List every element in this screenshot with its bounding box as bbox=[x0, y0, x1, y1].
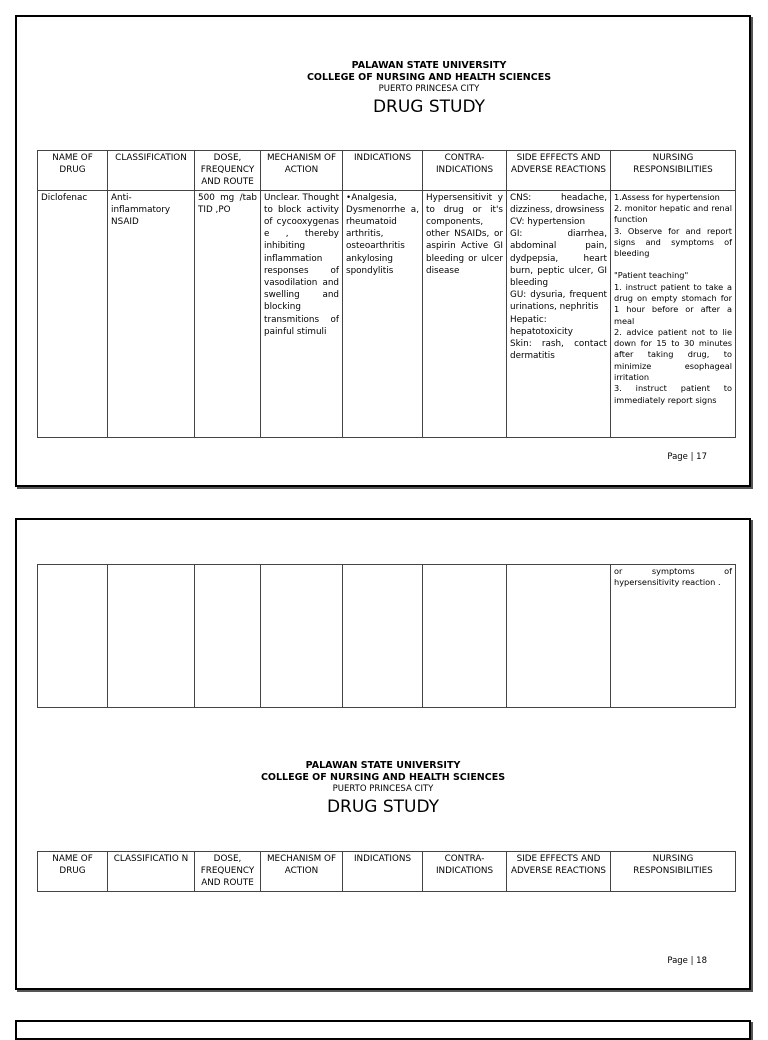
city-name: PUERTO PRINCESA CITY bbox=[378, 84, 480, 94]
cell-indications bbox=[343, 565, 423, 708]
col-mechanism: MECHANISM OF ACTION bbox=[261, 151, 343, 191]
cell-mechanism: Unclear. Thought to block activity of cycooxygenas e , thereby inhibiting inflammation responses of vasodilation and swelling and blocking transmitions of painful stimuli bbox=[261, 190, 343, 437]
document-title: DRUG STUDY bbox=[372, 97, 486, 117]
col-mechanism: MECHANISM OF ACTION bbox=[261, 852, 343, 892]
cell-drug-name bbox=[38, 565, 108, 708]
col-indications: INDICATIONS bbox=[343, 852, 423, 892]
drug-study-table bbox=[37, 851, 736, 892]
city-name: PUERTO PRINCESA CITY bbox=[332, 784, 434, 794]
university-name: PALAWAN STATE UNIVERSITY bbox=[305, 760, 461, 771]
cell-classification bbox=[108, 565, 195, 708]
document-page-18 bbox=[15, 518, 751, 990]
side-effect-cv: CV: hypertension bbox=[510, 217, 586, 228]
document-page-17 bbox=[15, 15, 751, 487]
cell-nursing: or symptoms of hypersensitivity reaction . bbox=[611, 565, 736, 708]
drug-study-table bbox=[37, 150, 736, 438]
col-indications: INDICATIONS bbox=[343, 151, 423, 191]
col-dose: DOSE, FREQUENCY AND ROUTE bbox=[195, 151, 261, 191]
side-effect-cns: CNS: headache, dizziness, drowsiness bbox=[510, 192, 607, 215]
patient-teaching-heading: "Patient teaching" bbox=[614, 270, 689, 281]
col-name-of-drug: NAME OF DRUG bbox=[38, 852, 108, 892]
page-number: Page | 18 bbox=[667, 956, 707, 966]
side-effect-hepatic: Hepatic: hepatotoxicity bbox=[510, 314, 573, 337]
drug-study-table-continued bbox=[37, 564, 736, 708]
nursing-item-2: 2. monitor hepatic and renal function bbox=[614, 202, 732, 225]
cell-mechanism bbox=[261, 565, 343, 708]
page-header bbox=[17, 60, 749, 118]
cell-side-effects bbox=[507, 565, 611, 708]
col-classification: CLASSIFICATION bbox=[108, 151, 195, 191]
cell-classification: Anti- inflammatory NSAID bbox=[108, 190, 195, 437]
cell-contraindications: Hypersensitivit y to drug or it's components, other NSAIDs, or aspirin Active GI bleeding or ulcer disease bbox=[423, 190, 507, 437]
table-header-row bbox=[38, 852, 736, 892]
teaching-item-3: 3. instruct patient to immediately report signs bbox=[614, 383, 732, 405]
document-title: DRUG STUDY bbox=[326, 797, 440, 817]
cell-dose: 500 mg /tab TID ,PO bbox=[195, 190, 261, 437]
col-side-effects: SIDE EFFECTS AND ADVERSE REACTIONS bbox=[507, 151, 611, 191]
college-name: COLLEGE OF NURSING AND HEALTH SCIENCES bbox=[306, 72, 552, 83]
cell-dose bbox=[195, 565, 261, 708]
page-header bbox=[17, 760, 749, 818]
side-effect-gu: GU: dysuria, frequent urinations, nephritis bbox=[510, 290, 607, 313]
col-nursing: NURSING RESPONSIBILITIES bbox=[611, 151, 736, 191]
college-name: COLLEGE OF NURSING AND HEALTH SCIENCES bbox=[260, 772, 506, 783]
col-classification: CLASSIFICATIO N bbox=[108, 852, 195, 892]
nursing-item-3: 3. Observe for and report signs and symptoms of bleeding bbox=[614, 225, 732, 259]
page-number: Page | 17 bbox=[667, 452, 707, 462]
nursing-item-1: 1.Assess for hypertension bbox=[614, 191, 720, 202]
col-contraindications: CONTRA- INDICATIONS bbox=[423, 151, 507, 191]
side-effect-skin: Skin: rash, contact dermatitis bbox=[510, 339, 607, 362]
col-dose: DOSE, FREQUENCY AND ROUTE bbox=[195, 852, 261, 892]
teaching-item-1: 1. instruct patient to take a drug on empty stomach for 1 hour before or after a meal bbox=[614, 281, 732, 326]
col-name-of-drug: NAME OF DRUG bbox=[38, 151, 108, 191]
cell-contraindications bbox=[423, 565, 507, 708]
side-effect-gi: GI: diarrhea, abdominal pain, dydpepsia, heart burn, peptic ulcer, GI bleeding bbox=[510, 229, 607, 289]
col-side-effects: SIDE EFFECTS AND ADVERSE REACTIONS bbox=[507, 852, 611, 892]
document-page-next bbox=[15, 1020, 751, 1040]
cell-indications: •Analgesia, Dysmenorrhe a, rheumatoid arthritis, osteoarthritis ankylosing spondylitis bbox=[343, 190, 423, 437]
cell-drug-name: Diclofenac bbox=[38, 190, 108, 437]
col-nursing: NURSING RESPONSIBILITIES bbox=[611, 852, 736, 892]
table-row bbox=[38, 565, 736, 708]
cell-side-effects bbox=[507, 190, 611, 437]
table-header-row bbox=[38, 151, 736, 191]
teaching-item-2: 2. advice patient not to lie down for 15 to 30 minutes after taking drug, to minimize esophageal irritation bbox=[614, 326, 732, 383]
table-row bbox=[38, 190, 736, 437]
university-name: PALAWAN STATE UNIVERSITY bbox=[351, 60, 507, 71]
col-contraindications: CONTRA- INDICATIONS bbox=[423, 852, 507, 892]
cell-nursing bbox=[611, 190, 736, 437]
